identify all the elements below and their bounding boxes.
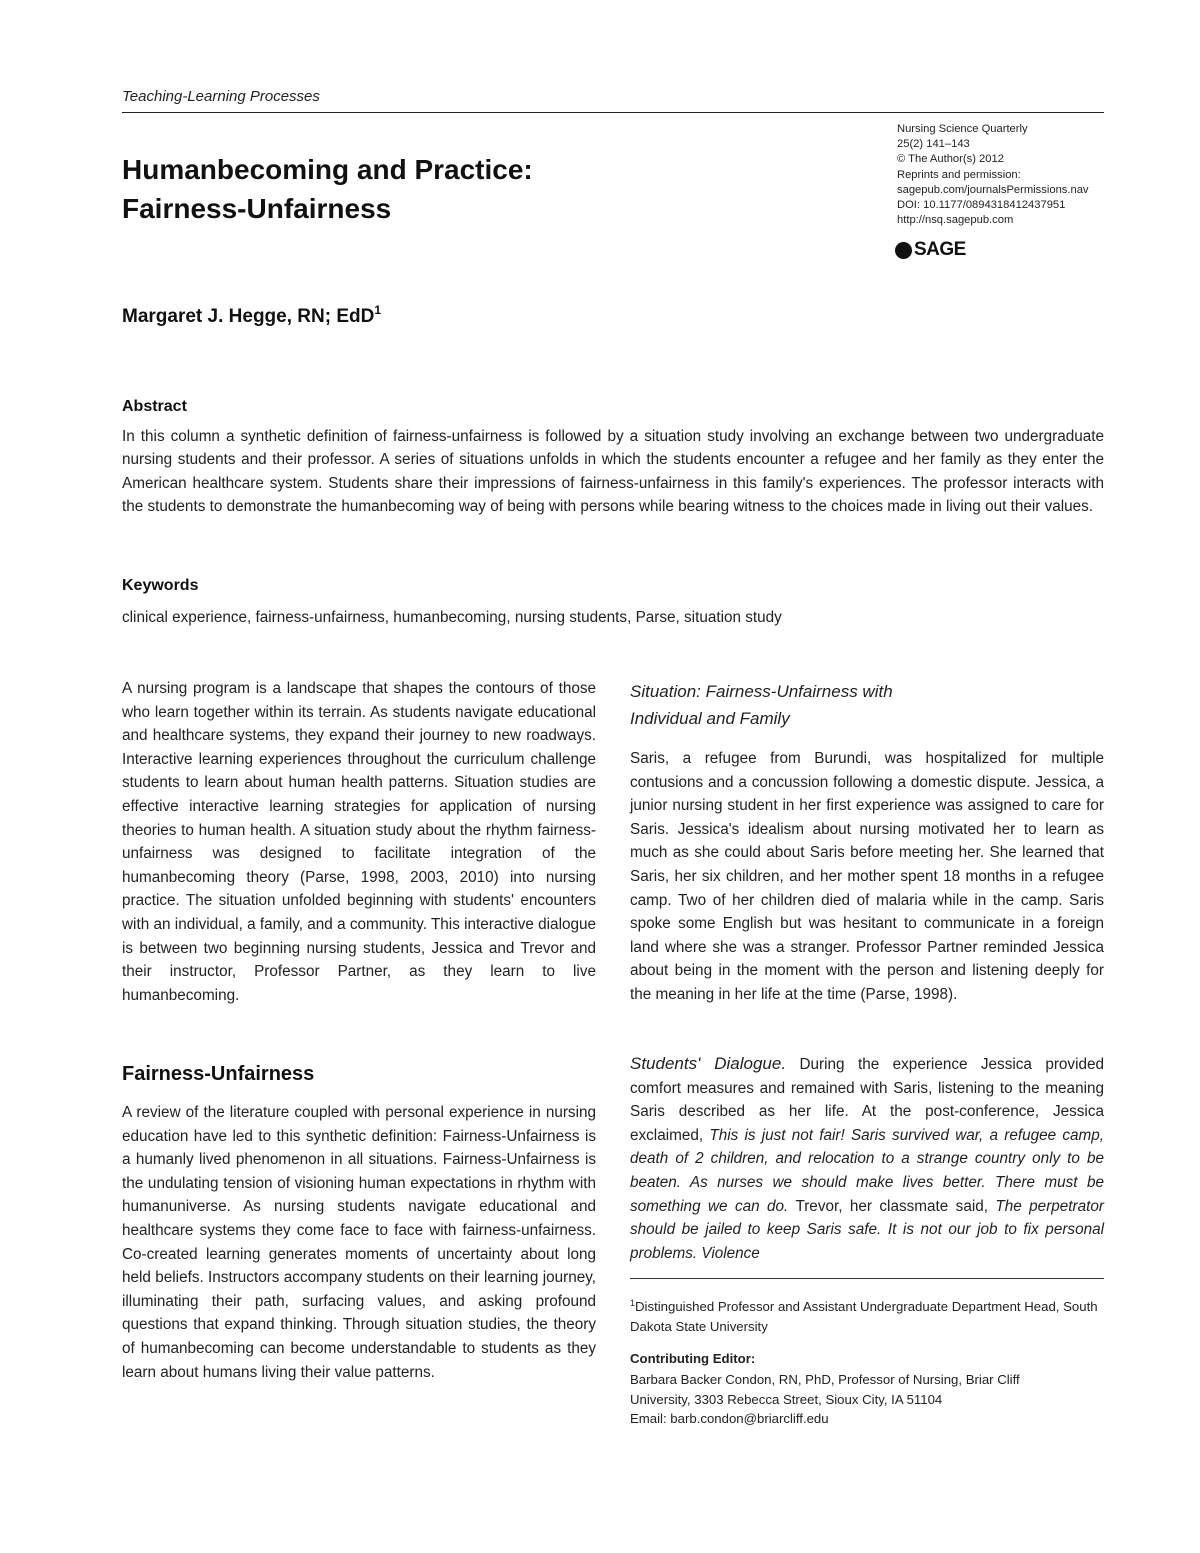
footnote-rule — [630, 1278, 1104, 1279]
contributing-editor-heading: Contributing Editor: — [630, 1351, 756, 1366]
title-line-2: Fairness-Unfairness — [122, 193, 392, 224]
sage-disc-icon — [895, 242, 912, 259]
footnote — [630, 1294, 1104, 1336]
section-label: Teaching-Learning Processes — [122, 88, 320, 105]
contributing-editor-line-2: University, 3303 Rebecca Street, Sioux City, IA 51104 — [630, 1391, 943, 1407]
journal-name: Nursing Science Quarterly — [897, 123, 1028, 135]
journal-reprints: Reprints and permission: — [897, 168, 1021, 181]
situation-heading — [630, 678, 1104, 732]
journal-volume: 25(2) 141–143 — [897, 138, 970, 151]
author-line — [122, 303, 381, 328]
header-rule — [122, 112, 1104, 113]
journal-meta — [897, 122, 1102, 228]
contributing-editor-line-1: Barbara Backer Condon, RN, PhD, Professor of Nursing, Briar Cliff — [630, 1372, 1020, 1387]
journal-url[interactable]: http://nsq.sagepub.com — [897, 214, 1014, 227]
dialogue-runin-heading: Students' Dialogue. — [630, 1054, 787, 1073]
journal-doi[interactable]: DOI: 10.1177/0894318412437951 — [897, 199, 1066, 212]
situation-paragraph: Saris, a refugee from Burundi, was hospitalized for multiple contusions and a concussion following a domestic dispute. Jessica, a junior nursing student in her first experience was assigned to care for Saris. Jessica's idealism about nursing motivated her to learn as much as she could about Saris before meeting her. She learned that Saris, her six children, and her mother spent 18 months in a refugee camp. Two of her children died of malaria while in the camp. Saris spoke some English but was hesitant to communicate in a foreign land where she was a stranger. Professor Partner reminded Jessica about being in the moment with the person and listening deeply for the meaning in her life at the time (Parse, 1998). — [630, 750, 1104, 1003]
dialogue-paragraph — [630, 1052, 1104, 1265]
title-line-1: Humanbecoming and Practice: — [122, 154, 533, 185]
intro-paragraph: A nursing program is a landscape that shapes the contours of those who learn together within its terrain. As students navigate educational and healthcare systems, they expand their journey to new roadways. Interactive learning experiences throughout the curriculum challenge students to learn about human health patterns. Situation studies are effective interactive learning strategies for application of nursing theories to human health. A situation study about the rhythm fairness-unfairness was designed to facilitate integration of the humanbecoming theory (Parse, 1998, 2003, 2010) into nursing practice. The situation unfolded beginning with students' encounters with an individual, a family, and a community. This interactive dialogue is between two beginning nursing students, Jessica and Trevor and their instructor, Professor Partner, as they learn to live humanbecoming. — [122, 680, 596, 1004]
dialogue-quote-1: This is just not fair! Saris survived war, a refugee camp, death of 2 children, and relocation to a strange country only to be beaten. As nurses we should make lives better. There must be something we can do. — [630, 1126, 1104, 1215]
keywords-heading: Keywords — [122, 577, 199, 594]
contributing-editor-email[interactable]: Email: barb.condon@briarcliff.edu — [630, 1411, 829, 1426]
abstract-heading: Abstract — [122, 398, 187, 415]
author-affiliation-mark: 1 — [374, 303, 382, 317]
sage-logo — [895, 239, 966, 261]
journal-copyright: © The Author(s) 2012 — [897, 153, 1004, 166]
dialogue-quote-2: The perpetrator should be jailed to keep Saris safe. It is not our job to fix personal problems. Violence — [630, 1197, 1105, 1262]
situation-heading-line-1: Situation: Fairness-Unfairness with — [630, 682, 893, 701]
dialogue-text-2: Trevor, her classmate said, — [795, 1197, 988, 1215]
author-name: Margaret J. Hegge, RN; EdD — [122, 306, 375, 327]
dialogue-text-1: During the experience Jessica provided comfort measures and remained with Saris, listening to the meaning Saris described as her life. At the post-conference, Jessica exclaimed, — [630, 1056, 1105, 1144]
sage-logo-text: SAGE — [914, 239, 966, 260]
keywords-text: clinical experience, fairness-unfairness, humanbecoming, nursing students, Parse, situation study — [122, 609, 782, 626]
situation-heading-line-2: Individual and Family — [630, 709, 790, 728]
footnote-mark: 1 — [630, 1298, 636, 1308]
abstract-text: In this column a synthetic definition of fairness-unfairness is followed by a situation study involving an exchange between two undergraduate nursing students and their professor. A series of situations unfolds in which the students encounter a refugee and her family as they enter the American healthcare system. Students share their impressions of fairness-unfairness in this family's experiences. The professor interacts with the students to demonstrate the humanbecoming way of being with persons while bearing witness to the choices made in living out their values. — [122, 428, 1104, 516]
journal-permissions-link[interactable]: sagepub.com/journalsPermissions.nav — [897, 183, 1089, 196]
contributing-editor-details — [630, 1370, 1104, 1429]
article-title — [122, 150, 762, 228]
fairness-paragraph: A review of the literature coupled with personal experience in nursing education have led to this synthetic definition: Fairness-Unfairness is a humanly lived phenomenon in all situations. Fairness-Unfairness is the undulating tension of visioning human expectations in rhythm with humanuniverse. As nursing students navigate educational and healthcare systems they come face to face with fairness-unfairness. Co-created learning generates moments of uncertainty about long held beliefs. Instructors accompany students on their learning journey, illuminating their path, surfacing values, and asking profound questions that expand thinking. Through situation studies, the theory of humanbecoming can become understandable to students as they learn about humans living their value patterns. — [122, 1104, 596, 1381]
fairness-heading: Fairness-Unfairness — [122, 1063, 315, 1085]
footnote-text: Distinguished Professor and Assistant Undergraduate Department Head, South Dakota State University — [630, 1299, 1098, 1334]
